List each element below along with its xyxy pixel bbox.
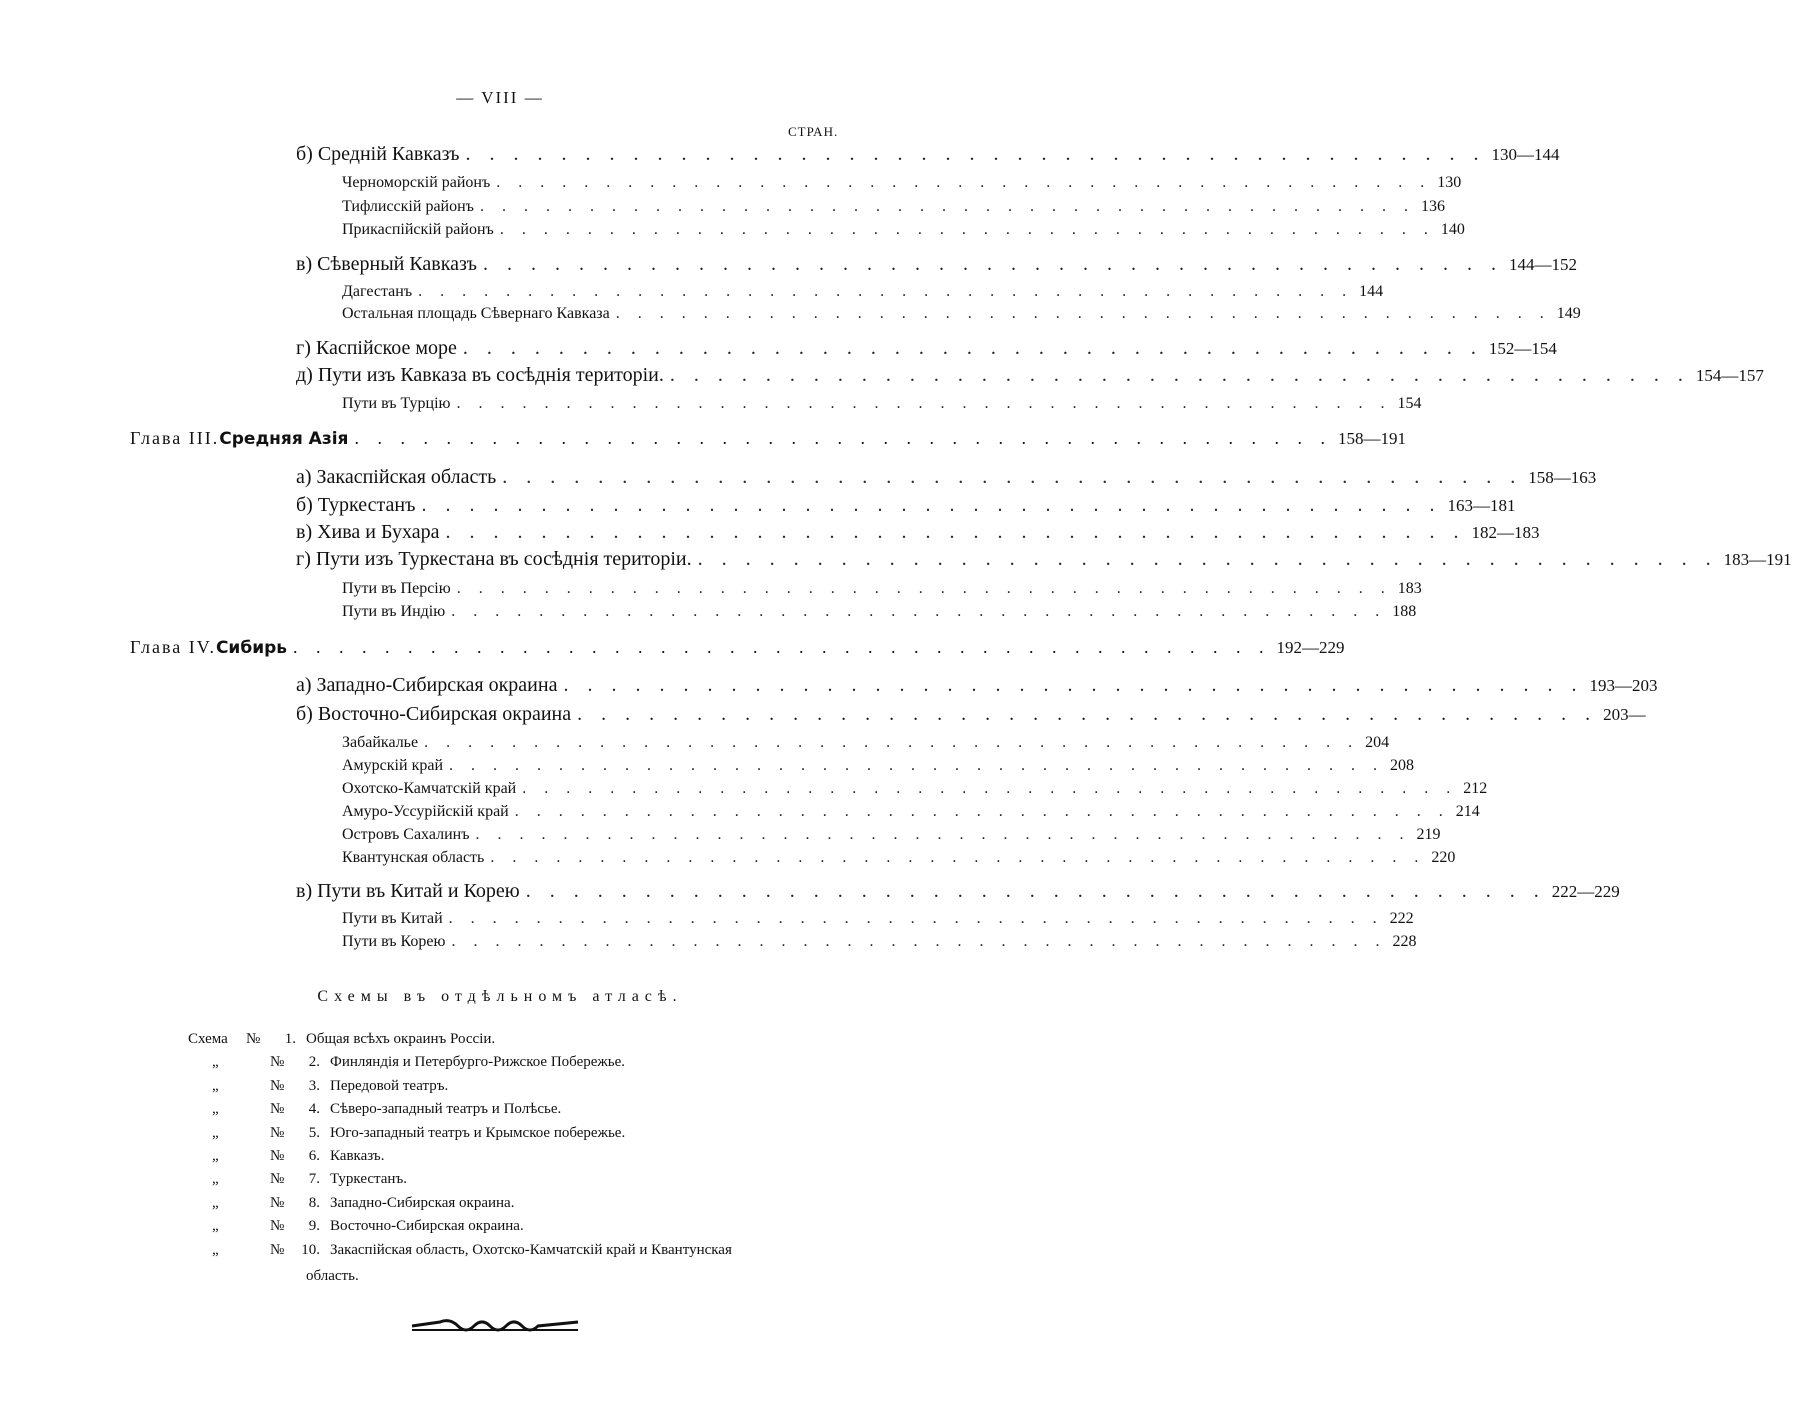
scheme-number: 4. — [308, 1101, 320, 1118]
scheme-item — [188, 1195, 514, 1212]
toc-entry — [342, 910, 1414, 928]
scheme-number: 10. — [301, 1241, 320, 1258]
leader-dots: . . . . . . . . . . . . . . . . . . . . . . . . . . . . . . . . . . . . . . . . . . . — [514, 803, 1450, 820]
toc-entry — [296, 880, 1620, 903]
toc-entry — [342, 734, 1390, 752]
toc-entry — [296, 494, 1516, 517]
scheme-prefix: „ — [212, 1101, 219, 1118]
toc-entry — [342, 826, 1441, 844]
leader-dots: . . . . . . . . . . . . . . . . . . . . . . . . . . . . . . . . . . . . . . . . . . . — [418, 283, 1354, 300]
scheme-title: Восточно-Сибирская окраина. — [330, 1218, 524, 1235]
toc-entry-label: б) Восточно-Сибирская окраина — [296, 703, 572, 725]
scheme-title: Передовой театръ. — [330, 1077, 449, 1094]
scheme-number: 2. — [308, 1054, 320, 1071]
scheme-title: Кавказъ. — [330, 1148, 385, 1164]
toc-entry-label: д) Пути изъ Кавказа въ сосѣднія територіи. — [296, 364, 664, 386]
toc-entry-pages: 182—183 — [1471, 523, 1540, 542]
toc-entry-pages: 140 — [1440, 221, 1465, 238]
leader-dots: . . . . . . . . . . . . . . . . . . . . . . . . . . . . . . . . . . . . . . . . . . . — [525, 880, 1546, 902]
toc-entry-pages: 193—203 — [1589, 676, 1658, 695]
scheme-prefix: „ — [212, 1241, 219, 1258]
toc-entry — [342, 174, 1462, 192]
toc-entry-pages: 214 — [1455, 803, 1480, 820]
scheme-item — [188, 1125, 625, 1142]
toc-entry-label: Охотско-Камчатскій край — [342, 780, 517, 797]
leader-dots: . . . . . . . . . . . . . . . . . . . . . . . . . . . . . . . . . . . . . . . . . . . — [502, 466, 1523, 488]
chapter-heading — [130, 428, 1406, 449]
toc-entry-label: Амуро-Уссурійскій край — [342, 803, 509, 820]
toc-entry-label: Дагестанъ — [342, 283, 413, 300]
toc-entry — [296, 548, 1792, 571]
leader-dots: . . . . . . . . . . . . . . . . . . . . . . . . . . . . . . . . . . . . . . . . . . . — [354, 428, 1332, 448]
toc-entry-pages: 219 — [1416, 826, 1441, 843]
toc-entry-label: Черноморскій районъ — [342, 174, 491, 191]
toc-entry — [296, 521, 1540, 544]
scheme-prefix: „ — [212, 1124, 219, 1141]
scheme-number: 6. — [308, 1148, 320, 1164]
toc-entry-pages: 203— — [1603, 705, 1646, 724]
toc-entry-label: в) Хива и Бухара — [296, 521, 440, 543]
toc-entry-label: в) Сѣверный Кавказъ — [296, 253, 477, 275]
chapter-pages: 192—229 — [1276, 638, 1345, 657]
toc-entry-label: а) Западно-Сибирская окраина — [296, 674, 558, 696]
scheme-item — [188, 1031, 495, 1048]
chapter-pages: 158—191 — [1337, 429, 1406, 448]
toc-entry-label: Пути въ Турцію — [342, 395, 451, 412]
leader-dots: . . . . . . . . . . . . . . . . . . . . . . . . . . . . . . . . . . . . . . . . . . . — [456, 580, 1392, 597]
toc-entry-pages: 149 — [1556, 305, 1581, 322]
toc-entry — [342, 395, 1422, 413]
scheme-title: Закаспійская область, Охотско-Камчатскій край и Квантунская — [330, 1241, 732, 1258]
toc-entry-pages: 154 — [1397, 395, 1422, 412]
leader-dots: . . . . . . . . . . . . . . . . . . . . . . . . . . . . . . . . . . . . . . . . . . . — [496, 174, 1432, 191]
scheme-number-sign: № — [270, 1218, 285, 1235]
toc-entry-label: Пути въ Корею — [342, 933, 446, 950]
leader-dots: . . . . . . . . . . . . . . . . . . . . . . . . . . . . . . . . . . . . . . . . . . . — [490, 849, 1426, 866]
leader-dots: . . . . . . . . . . . . . . . . . . . . . . . . . . . . . . . . . . . . . . . . . . . — [424, 734, 1360, 751]
toc-entry — [296, 253, 1577, 276]
scheme-prefix: „ — [212, 1148, 219, 1164]
toc-entry-label: г) Пути изъ Туркестана въ сосѣднія територіи. — [296, 548, 692, 570]
chapter-title: Средняя Азія — [219, 429, 349, 449]
toc-entry — [342, 849, 1456, 867]
scheme-number: 1. — [284, 1031, 296, 1047]
toc-entry-label: Забайкалье — [342, 734, 419, 751]
toc-entry — [296, 466, 1597, 489]
scheme-number-sign: № — [270, 1101, 285, 1118]
leader-dots: . . . . . . . . . . . . . . . . . . . . . . . . . . . . . . . . . . . . . . . . . . . — [421, 494, 1442, 516]
toc-entry-pages: 208 — [1390, 757, 1414, 774]
toc-entry — [342, 198, 1445, 216]
chapter-label: Глава IV. — [130, 637, 216, 657]
leader-dots: . . . . . . . . . . . . . . . . . . . . . . . . . . . . . . . . . . . . . . . . . . . — [479, 198, 1415, 215]
toc-entry-pages: 222 — [1389, 910, 1414, 927]
toc-entry-pages: 130 — [1437, 174, 1462, 191]
toc-entry — [342, 803, 1480, 821]
toc-entry — [342, 305, 1581, 323]
scheme-number-sign: № — [270, 1171, 285, 1188]
toc-entry-label: Тифлисскій районъ — [342, 198, 474, 215]
scheme-number: 9. — [308, 1218, 320, 1235]
scheme-item — [188, 1054, 625, 1071]
toc-entry-label: б) Средній Кавказъ — [296, 143, 460, 165]
toc-entry-pages: 163—181 — [1447, 496, 1516, 515]
scheme-number-sign: № — [270, 1077, 285, 1094]
leader-dots: . . . . . . . . . . . . . . . . . . . . . . . . . . . . . . . . . . . . . . . . . . . — [451, 933, 1387, 950]
scheme-number: 8. — [308, 1194, 320, 1211]
toc-entry-pages: 154—157 — [1695, 366, 1764, 385]
toc-entry-pages: 136 — [1420, 198, 1445, 215]
page-number: — VIII — — [456, 88, 544, 107]
leader-dots: . . . . . . . . . . . . . . . . . . . . . . . . . . . . . . . . . . . . . . . . . . . — [669, 364, 1690, 386]
scheme-number: 5. — [308, 1124, 320, 1141]
toc-entry-label: Пути въ Китай — [342, 910, 443, 927]
toc-entry-label: Амурскій край — [342, 757, 443, 774]
toc-entry-label: Квантунская область — [342, 849, 485, 866]
toc-entry-pages: 183—191 — [1723, 550, 1792, 569]
toc-entry — [342, 780, 1488, 798]
scheme-item — [188, 1242, 732, 1259]
leader-dots: . . . . . . . . . . . . . . . . . . . . . . . . . . . . . . . . . . . . . . . . . . . — [465, 143, 1486, 165]
leader-dots: . . . . . . . . . . . . . . . . . . . . . . . . . . . . . . . . . . . . . . . . . . . — [697, 548, 1718, 570]
toc-entry-pages: 228 — [1392, 933, 1417, 950]
toc-entry-label: Пути въ Персію — [342, 580, 451, 597]
toc-entry — [342, 283, 1384, 301]
scheme-number-sign: № — [270, 1241, 285, 1258]
toc-entry-label: Прикаспійскій районъ — [342, 221, 494, 238]
scheme-item — [188, 1171, 407, 1188]
scheme-title: Финляндія и Петербурго-Рижское Побережье. — [330, 1054, 626, 1071]
leader-dots: . . . . . . . . . . . . . . . . . . . . . . . . . . . . . . . . . . . . . . . . . . . — [615, 305, 1551, 322]
scheme-title: Общая всѣхъ окраинъ Россіи. — [306, 1031, 496, 1047]
leader-dots: . . . . . . . . . . . . . . . . . . . . . . . . . . . . . . . . . . . . . . . . . . . — [448, 910, 1384, 927]
toc-entry-pages: 212 — [1463, 780, 1488, 797]
scheme-title: Сѣверо-западный театръ и Полѣсье. — [330, 1101, 562, 1118]
scheme-number-sign: № — [270, 1148, 285, 1164]
toc-entry-label: Пути въ Индію — [342, 603, 446, 620]
scheme-number-sign: № — [246, 1031, 261, 1047]
chapter-heading — [130, 637, 1345, 658]
toc-entry-pages: 188 — [1392, 603, 1417, 620]
leader-dots: . . . . . . . . . . . . . . . . . . . . . . . . . . . . . . . . . . . . . . . . . . . — [563, 674, 1584, 696]
toc-entry — [296, 143, 1560, 166]
scheme-item — [188, 1148, 384, 1165]
toc-entry-pages: 220 — [1431, 849, 1456, 866]
ornament-divider — [410, 1316, 580, 1336]
schemes-title: Схемы въ отдѣльномъ атласѣ. — [317, 988, 683, 1005]
scheme-prefix: „ — [212, 1194, 219, 1211]
scheme-prefix: „ — [212, 1054, 219, 1071]
scheme-prefix: „ — [212, 1218, 219, 1235]
leader-dots: . . . . . . . . . . . . . . . . . . . . . . . . . . . . . . . . . . . . . . . . . . . — [456, 395, 1392, 412]
toc-entry-pages: 204 — [1365, 734, 1390, 751]
leader-dots: . . . . . . . . . . . . . . . . . . . . . . . . . . . . . . . . . . . . . . . . . . . — [482, 253, 1503, 275]
chapter-title: Сибирь — [215, 638, 288, 658]
scheme-number: 3. — [308, 1077, 320, 1094]
scheme-title: Западно-Сибирская окраина. — [330, 1194, 515, 1211]
scheme-prefix: Схема — [188, 1031, 228, 1047]
toc-entry-pages: 183 — [1397, 580, 1422, 597]
toc-entry-label: г) Каспійское море — [296, 337, 457, 359]
toc-entry-label: в) Пути въ Китай и Корею — [296, 880, 520, 902]
scheme-title: Юго-западный театръ и Крымское побережье. — [330, 1124, 626, 1141]
leader-dots: . . . . . . . . . . . . . . . . . . . . . . . . . . . . . . . . . . . . . . . . . . . — [451, 603, 1387, 620]
scheme-prefix: „ — [212, 1077, 219, 1094]
leader-dots: . . . . . . . . . . . . . . . . . . . . . . . . . . . . . . . . . . . . . . . . . . . — [449, 757, 1384, 774]
scheme-number-sign: № — [270, 1124, 285, 1141]
scheme-item — [188, 1078, 448, 1095]
scheme-continuation: область. — [306, 1268, 359, 1284]
toc-entry — [296, 674, 1658, 697]
toc-entry-label: а) Закаспійская область — [296, 466, 497, 488]
scheme-item — [188, 1101, 561, 1118]
scheme-item — [188, 1218, 524, 1235]
toc-entry-label: б) Туркестанъ — [296, 494, 416, 516]
scheme-number-sign: № — [270, 1194, 285, 1211]
toc-entry — [342, 933, 1417, 951]
toc-entry-label: Островъ Сахалинъ — [342, 826, 470, 843]
toc-entry — [342, 580, 1422, 598]
toc-entry-pages: 158—163 — [1528, 468, 1597, 487]
pages-column-header: СТРАН. — [788, 124, 839, 139]
chapter-label: Глава III. — [130, 428, 220, 448]
toc-entry — [296, 364, 1764, 387]
leader-dots: . . . . . . . . . . . . . . . . . . . . . . . . . . . . . . . . . . . . . . . . . . . — [577, 703, 1598, 725]
toc-entry — [296, 703, 1646, 726]
scheme-number-sign: № — [270, 1054, 285, 1071]
scheme-prefix: „ — [212, 1171, 219, 1188]
toc-entry-pages: 130—144 — [1491, 145, 1560, 164]
toc-entry — [342, 757, 1414, 775]
toc-entry — [342, 221, 1465, 239]
leader-dots: . . . . . . . . . . . . . . . . . . . . . . . . . . . . . . . . . . . . . . . . . . . — [475, 826, 1411, 843]
toc-entry-pages: 222—229 — [1551, 882, 1620, 901]
toc-entry — [342, 603, 1417, 621]
leader-dots: . . . . . . . . . . . . . . . . . . . . . . . . . . . . . . . . . . . . . . . . . . . — [445, 521, 1466, 543]
leader-dots: . . . . . . . . . . . . . . . . . . . . . . . . . . . . . . . . . . . . . . . . . . . — [462, 337, 1483, 359]
toc-entry-label: Остальная площадь Сѣвернаго Кавказа — [342, 305, 610, 322]
toc-entry — [296, 337, 1557, 360]
scheme-number: 7. — [308, 1171, 320, 1188]
leader-dots: . . . . . . . . . . . . . . . . . . . . . . . . . . . . . . . . . . . . . . . . . . . — [499, 221, 1435, 238]
toc-entry-pages: 152—154 — [1488, 339, 1557, 358]
toc-entry-pages: 144—152 — [1508, 255, 1577, 274]
leader-dots: . . . . . . . . . . . . . . . . . . . . . . . . . . . . . . . . . . . . . . . . . . . — [522, 780, 1458, 797]
leader-dots: . . . . . . . . . . . . . . . . . . . . . . . . . . . . . . . . . . . . . . . . . . . — [293, 637, 1271, 657]
toc-entry-pages: 144 — [1359, 283, 1384, 300]
scheme-title: Туркестанъ. — [330, 1171, 407, 1188]
